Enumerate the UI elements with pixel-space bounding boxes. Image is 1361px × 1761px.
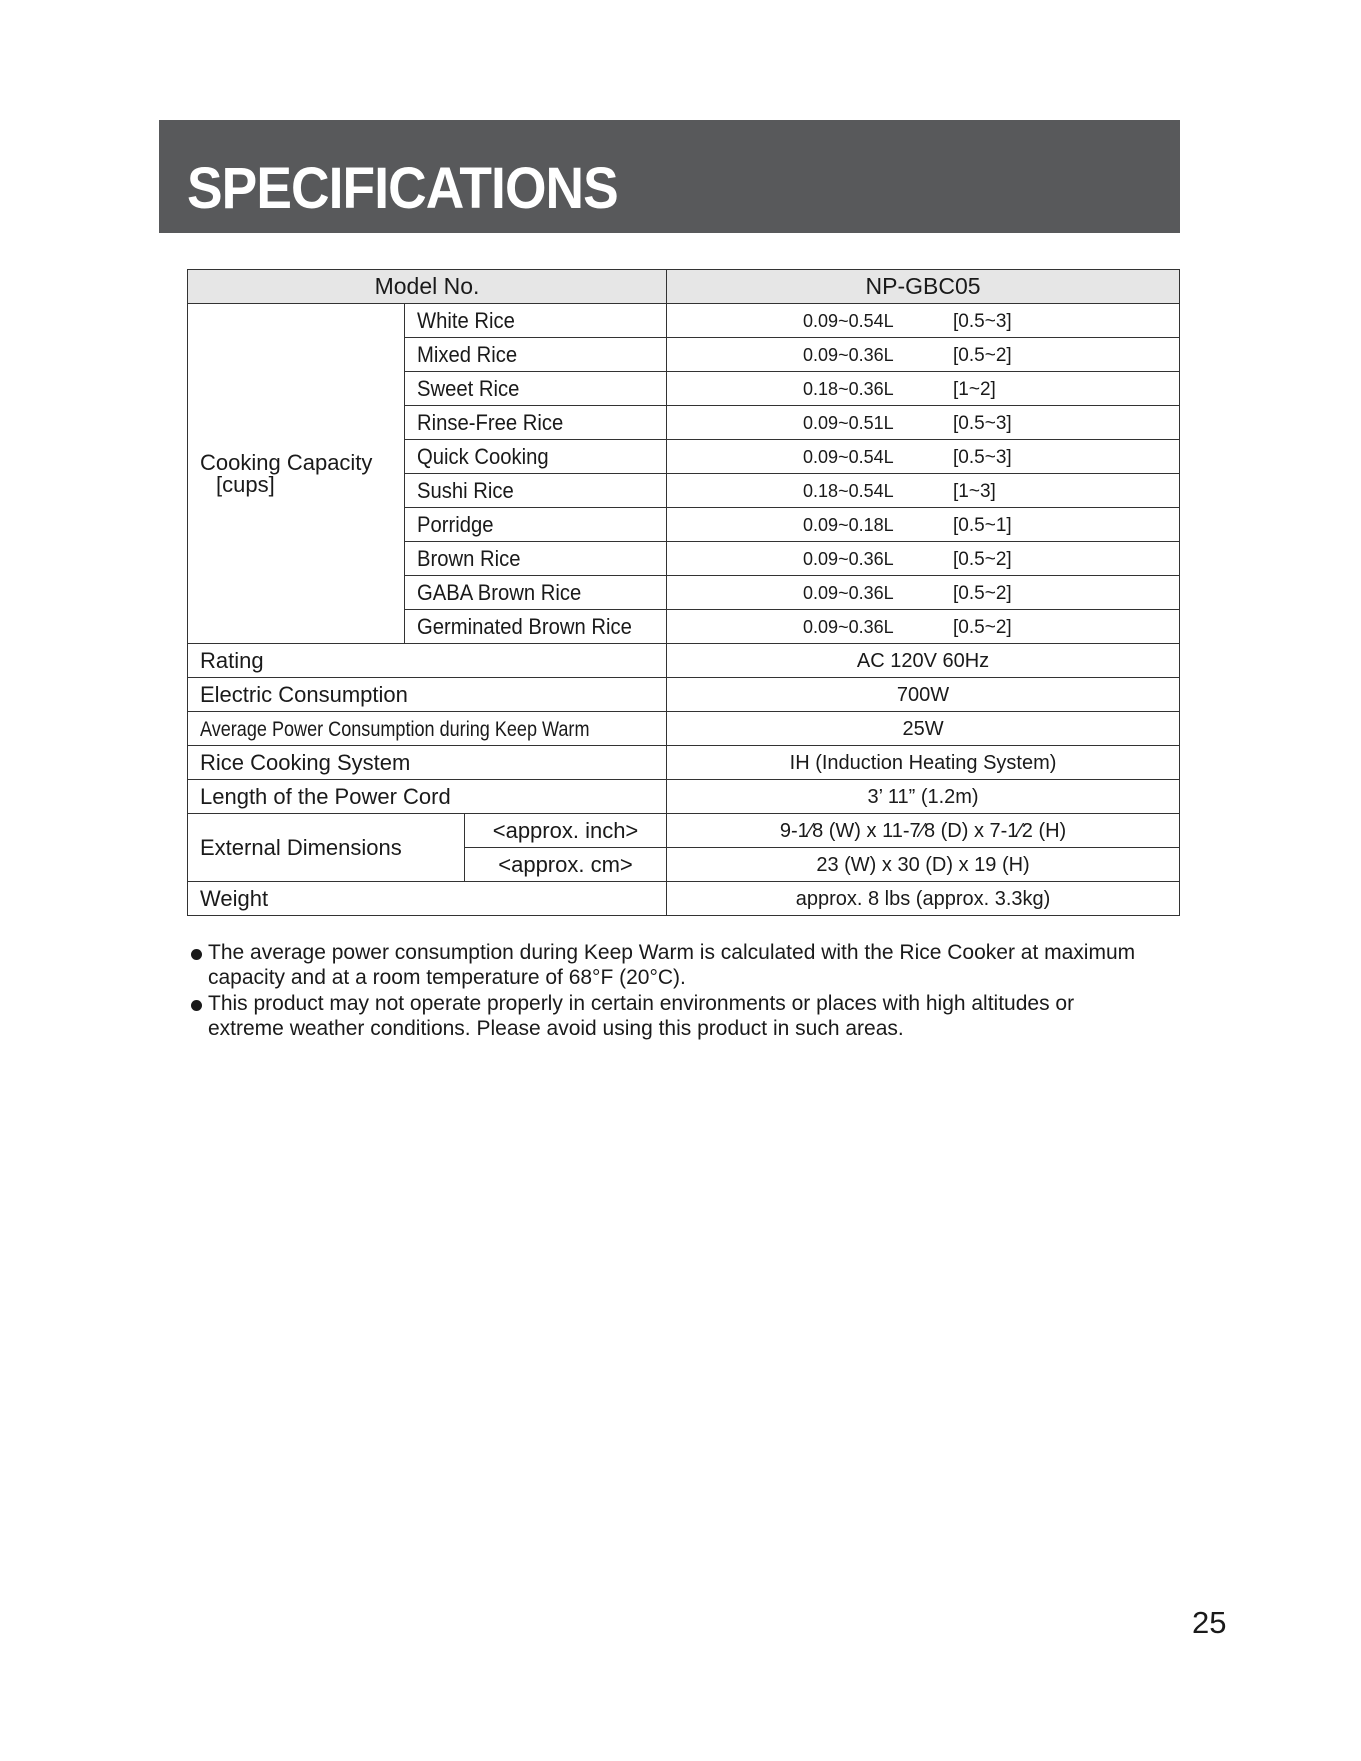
dim-cm-label: <approx. cm> [465,848,667,882]
note-text: This product may not operate properly in certain environments or places with high altitudes or extreme weather conditions. Please avoid using this product in such areas. [208,992,1075,1040]
capacity-value-cell [667,440,1180,474]
capacity-cups: [1~2] [953,378,996,400]
weight-row-label: Weight [188,882,667,916]
menu-cell [405,576,667,610]
model-row [188,270,1180,304]
avg-power-row-label-text: Average Power Consumption during Keep Warm [200,717,590,741]
capacity-cups: [1~3] [953,480,996,502]
cooking-capacity-label: Cooking Capacity [200,449,373,475]
avg-power-row [188,712,1180,746]
capacity-liters: 0.18~0.54L [803,480,894,501]
menu-label: Brown Rice [417,545,521,571]
menu-cell [405,406,667,440]
capacity-value-cell [667,576,1180,610]
capacity-cups: [0.5~2] [953,548,1012,570]
capacity-row [188,304,1180,338]
rating-row-label: Rating [188,644,667,678]
capacity-value-cell [667,542,1180,576]
dim-inch-value: 9-1⁄8 (W) x 11-7⁄8 (D) x 7-1⁄2 (H) [667,814,1180,848]
rating-row [188,644,1180,678]
electric-consumption-row [188,678,1180,712]
notes [187,940,1147,1042]
menu-cell [405,542,667,576]
cooking-system-row-value: IH (Induction Heating System) [667,746,1180,780]
menu-cell [405,372,667,406]
avg-power-row-label [188,712,667,746]
menu-cell [405,304,667,338]
capacity-liters: 0.09~0.54L [803,310,894,331]
page-title: SPECIFICATIONS [187,156,618,221]
capacity-cups: [0.5~3] [953,446,1012,468]
dimensions-row [188,814,1180,848]
capacity-liters: 0.09~0.36L [803,548,894,569]
capacity-liters: 0.09~0.54L [803,446,894,467]
capacity-liters: 0.09~0.36L [803,616,894,637]
menu-cell [405,338,667,372]
menu-label: Sushi Rice [417,477,514,503]
menu-label: Quick Cooking [417,443,549,469]
menu-label: Rinse-Free Rice [417,409,564,435]
bullet-icon [191,1000,202,1011]
capacity-value-cell [667,304,1180,338]
header-bar [159,120,1180,233]
dim-inch-label: <approx. inch> [465,814,667,848]
capacity-liters: 0.09~0.51L [803,412,894,433]
capacity-value-cell [667,338,1180,372]
power-cord-row [188,780,1180,814]
menu-label: Porridge [417,511,494,537]
capacity-liters: 0.18~0.36L [803,378,894,399]
bullet-icon [191,949,202,960]
power-cord-row-label: Length of the Power Cord [188,780,667,814]
capacity-liters: 0.09~0.36L [803,344,894,365]
avg-power-row-value: 25W [667,712,1180,746]
note-text: The average power consumption during Keep Warm is calculated with the Rice Cooker at maximum capacity and at a room temperature of 68°F (20°C). [208,941,1136,989]
cooking-system-row-label: Rice Cooking System [188,746,667,780]
capacity-value-cell [667,474,1180,508]
weight-row [188,882,1180,916]
menu-label: White Rice [417,307,515,333]
dim-cm-value: 23 (W) x 30 (D) x 19 (H) [667,848,1180,882]
capacity-cups: [0.5~2] [953,616,1012,638]
specifications-table [187,269,1180,916]
menu-cell [405,610,667,644]
model-value: NP-GBC05 [667,270,1180,304]
menu-label: Mixed Rice [417,341,518,367]
menu-label: GABA Brown Rice [417,579,582,605]
weight-row-value: approx. 8 lbs (approx. 3.3kg) [667,882,1180,916]
cooking-capacity-unit: [cups] [216,471,275,497]
rating-row-value: AC 120V 60Hz [667,644,1180,678]
capacity-value-cell [667,406,1180,440]
menu-label: Germinated Brown Rice [417,613,632,639]
menu-cell [405,508,667,542]
cooking-system-row [188,746,1180,780]
model-label: Model No. [188,270,667,304]
capacity-liters: 0.09~0.36L [803,582,894,603]
capacity-cups: [0.5~2] [953,344,1012,366]
capacity-value-cell [667,508,1180,542]
menu-label: Sweet Rice [417,375,520,401]
page-number: 25 [1192,1605,1227,1640]
power-cord-row-value: 3’ 11” (1.2m) [667,780,1180,814]
note-item [187,991,1147,1041]
capacity-value-cell [667,372,1180,406]
dimensions-label: External Dimensions [188,814,465,882]
electric-consumption-row-value: 700W [667,678,1180,712]
capacity-cups: [0.5~3] [953,412,1012,434]
capacity-liters: 0.09~0.18L [803,514,894,535]
note-item [187,940,1147,990]
cooking-capacity-cell [188,304,405,644]
capacity-cups: [0.5~3] [953,310,1012,332]
capacity-cups: [0.5~2] [953,582,1012,604]
menu-cell [405,440,667,474]
capacity-cups: [0.5~1] [953,514,1012,536]
capacity-value-cell [667,610,1180,644]
menu-cell [405,474,667,508]
electric-consumption-row-label: Electric Consumption [188,678,667,712]
